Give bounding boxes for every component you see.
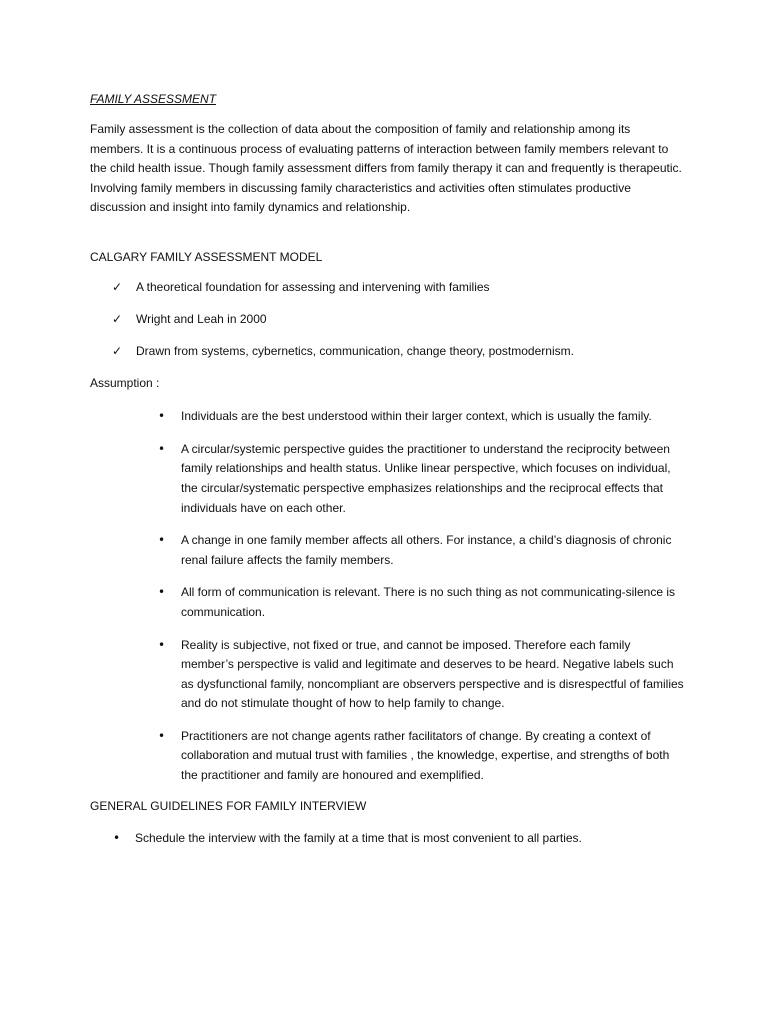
- assumption-item-text: All form of communication is relevant. There is no such thing as not communicating-silence is communication.: [181, 585, 675, 619]
- check-icon: ✓: [112, 311, 123, 326]
- assumption-label: Assumption :: [90, 375, 160, 390]
- guideline-item: [90, 829, 686, 849]
- calgary-list: [90, 278, 686, 361]
- assumption-item-text: A circular/systemic perspective guides the practitioner to understand the reciprocity between family relationships and health status. Unlike linear perspective, which focuses on individual, the circular/systematic perspective emphasizes relationships and the reciprocal effects that individuals have on each other.: [181, 441, 671, 515]
- assumption-item: [90, 583, 686, 622]
- document-title: FAMILY ASSESSMENT: [90, 92, 217, 106]
- bullet-icon: •: [158, 585, 166, 600]
- assumption-item: [90, 407, 686, 427]
- assumption-item-text: Individuals are the best understood within their larger context, which is usually the family.: [181, 409, 652, 424]
- calgary-item-text: Wright and Leah in 2000: [136, 311, 267, 326]
- bullet-icon: •: [158, 441, 166, 456]
- guidelines-list: [90, 829, 686, 849]
- bullet-icon: •: [158, 728, 166, 743]
- guideline-item-text: Schedule the interview with the family at a time that is most convenient to all parties.: [135, 831, 582, 846]
- bullet-icon: •: [158, 533, 166, 548]
- calgary-item: [90, 342, 686, 361]
- calgary-heading: CALGARY FAMILY ASSESSMENT MODEL: [90, 249, 323, 264]
- calgary-item: [90, 278, 686, 297]
- bullet-icon: •: [158, 409, 166, 424]
- check-icon: ✓: [112, 343, 123, 358]
- document-page: [90, 90, 686, 849]
- guidelines-heading: GENERAL GUIDELINES FOR FAMILY INTERVIEW: [90, 798, 367, 813]
- calgary-item-text: A theoretical foundation for assessing and intervening with families: [136, 279, 490, 294]
- assumption-item-text: A change in one family member affects all others. For instance, a child’s diagnosis of chronic renal failure affects the family members.: [181, 533, 672, 567]
- check-icon: ✓: [112, 279, 123, 294]
- assumption-item-text: Practitioners are not change agents rather facilitators of change. By creating a context of collaboration and mutual trust with families , the knowledge, expertise, and strengths of both the practitioner and family are honoured and exemplified.: [181, 728, 670, 783]
- bullet-icon: •: [113, 831, 121, 846]
- assumption-item: [90, 531, 686, 570]
- assumption-item: [90, 727, 686, 786]
- assumption-item: [90, 636, 686, 714]
- intro-paragraph: Family assessment is the collection of data about the composition of family and relationship among its members. It is a continuous process of evaluating patterns of interaction between family members relevant to the child health issue. Though family assessment differs from family therapy it can and frequently is therapeutic. Involving family members in discussing family characteristics and activities often stimulates productive discussion and insight into family dynamics and relationship.: [90, 122, 682, 215]
- calgary-item: [90, 310, 686, 329]
- assumption-item: [90, 440, 686, 518]
- assumption-item-text: Reality is subjective, not fixed or true, and cannot be imposed. Therefore each family member’s perspective is valid and legitimate and deserves to be heard. Negative labels such as dysfunctional family, noncompliant are observers perspective and is disrespectful of families and do not stimulate thought of how to help family to change.: [181, 637, 684, 711]
- calgary-item-text: Drawn from systems, cybernetics, communication, change theory, postmodernism.: [136, 343, 574, 358]
- bullet-icon: •: [158, 637, 166, 652]
- assumption-list: [90, 407, 686, 786]
